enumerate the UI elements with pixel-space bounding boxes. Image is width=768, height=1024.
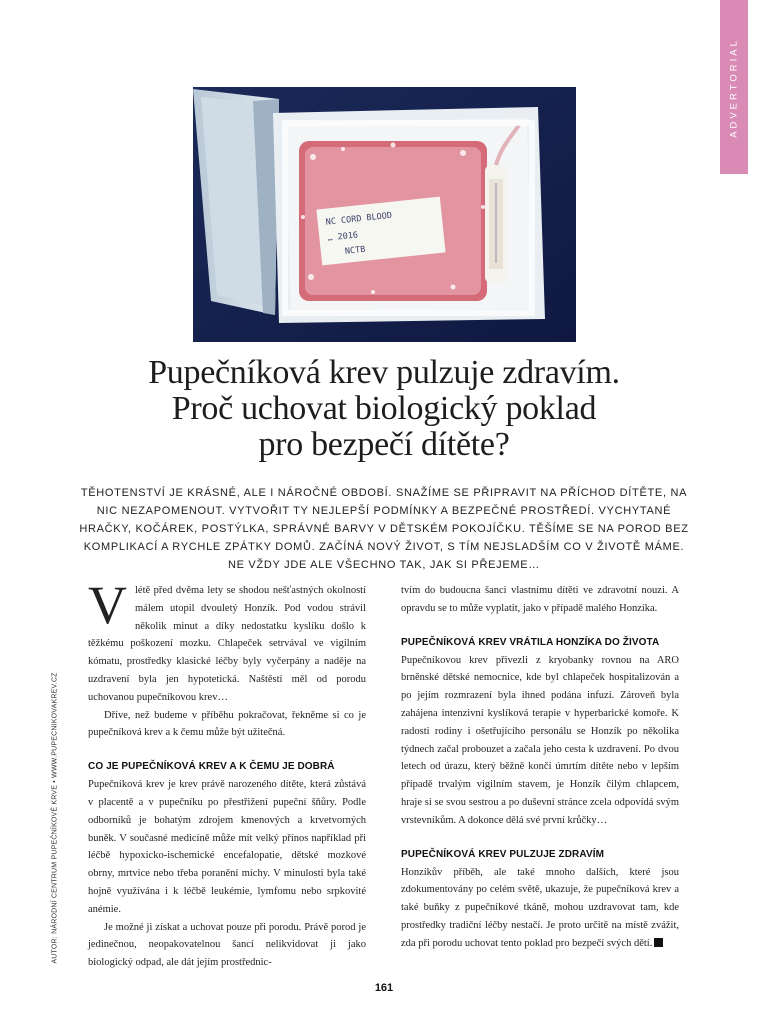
paragraph: Dříve, než budeme v příběhu pokračovat, řekněme si co je pupečníková krev a k čemu může být užitečná.: [88, 709, 366, 739]
drop-cap: V: [88, 575, 127, 635]
page-number: 161: [374, 982, 394, 994]
photo-label-line-3: NCTB: [344, 244, 366, 257]
title-line-3: pro bezpečí dítěte?: [258, 426, 510, 463]
photo-label-line-1: NC CORD BLOOD: [325, 210, 393, 228]
section-heading: PUPEČNÍKOVÁ KREV VRÁTILA HONZÍKA DO ŽIVOTA: [401, 636, 660, 648]
end-mark-icon: [654, 938, 663, 947]
title-line-1: Pupečníková krev pulzuje zdravím.: [148, 354, 620, 391]
closing-paragraph: [401, 864, 679, 953]
intro-text: létě před dvěma lety se shodou nešťastných okolností málem utopil dvouletý Honzík. Pod vodou strávil několik minut a díky nedostatku kyslíku došlo k těžkému poškození mozku. Chlapeček setrvával ve vigilním kómatu, prostředky klasické léčby byly vyčerpány a naděje na uzdravení byla jen hypotetická. Naštěstí měl od porodu uchovanou pupečníkovou krev…: [88, 585, 366, 703]
advertorial-tab: [720, 0, 748, 174]
right-column: [401, 582, 679, 953]
paragraph: tvím do budoucna šanci vlastnímu dítěti ve zdravotní nouzi. A opravdu se to může vyplatit, jako v případě malého Honzíka.: [401, 585, 679, 614]
paragraph: Pupečníková krev je krev právě narozeného dítěte, která zůstává v placentě a v pupečníku po přestřižení pupeční šňůry. Podle odborníků je bohatým zdrojem kmenových a krvetvorných buněk. V současné medicíně může mít velký přínos například při léčbě hypoxicko-ischemické encefalopatie, dětské mozkové obrny, mrtvice nebo třeba poranění míchy. V minulosti byla také hojně využívána i k léčbě leukémie, lymfomu nebo srpkovité anémie.: [88, 779, 366, 915]
closing-text: Honzíkův příběh, ale také mnoho dalších, které jsou zdokumentovány po celém světě, ukazuje, že pupečníková krev a také buňky z pupečníkové tkáně, mohou uzdravovat tam, kde prostředky tradiční léčby nestačí. Je proto určitě na místě zvážit, zda při porodu uchovat tento poklad pro bezpečí svých dětí.: [401, 866, 679, 949]
paragraph: Je možné ji získat a uchovat pouze při porodu. Právě porod je jedinečnou, neopakovatelnou šancí nelikvidovat ji jako biologický odpad, ale dát jejím prostřednic-: [88, 921, 366, 969]
intro-paragraph: [88, 575, 366, 707]
section-heading: PUPEČNÍKOVÁ KREV PULZUJE ZDRAVÍM: [401, 848, 605, 860]
advertorial-label: ADVERTORIAL: [728, 38, 740, 138]
photo-label-line-2: … 2016: [326, 230, 359, 244]
section-heading: CO JE PUPEČNÍKOVÁ KREV A K ČEMU JE DOBRÁ: [88, 761, 335, 773]
left-column: [88, 575, 366, 972]
article-title: [80, 355, 688, 463]
article-lead: TĚHOTENSTVÍ JE KRÁSNÉ, ALE I NÁROČNÉ OBDOBÍ. SNAŽÍME SE PŘIPRAVIT NA PŘÍCHOD DÍTĚTE, NA NIC NEZAPOMENOUT. VYTVOŘIT TY NEJLEPŠÍ PODMÍNKY A BEZPEČNÉ PROSTŘEDÍ. VYCHYTANÉ HRAČKY, KOČÁREK, POSTÝLKA, SPRÁVNÉ BARVY V DĚTSKÉM POKOJÍČKU. TĚŠÍME SE NA POROD BEZ KOMPLIKACÍ A RYCHLE ZPÁTKY DOMŮ. ZAČÍNÁ NOVÝ ŽIVOT, S TÍM NEJSLADŠÍM CO V ŽIVOTĚ MÁME. NE VŽDY JDE ALE VŠECHNO TAK, JAK SI PŘEJEME…: [79, 487, 689, 571]
paragraph: Pupečníkovou krev přivezli z kryobanky rovnou na ARO brněnské dětské nemocnice, kde byl chlapeček hospitalizován a po jejím rozmrazení byla ihned podána infuzí. Zároveň byla zahájena intenzivní kyslíková terapie v hyperbarické komoře. K radosti rodiny i ošetřujícího personálu se Honzík po několika týdnech začal probouzet a začala jeho cesta k uzdravení. Po dvou letech od úrazu, který běžně končí úmrtím dítěte nebo v lepším případě trvalým vigilním stavem, je Honzík čilým chlapcem, hraje si se svou sestrou a po duševní stránce zcela odpovídá svým vrstevníkům. A dokonce dělá své první krůčky…: [401, 654, 679, 826]
author-credit: AUTOR: NÁRODNÍ CENTRUM PUPEČNÍKOVÉ KRVE • WWW.PUPECNIKOVAKREV.CZ: [51, 672, 59, 964]
title-line-2: Proč uchovat biologický poklad: [171, 390, 597, 427]
cord-blood-bag-photo: [193, 87, 576, 342]
